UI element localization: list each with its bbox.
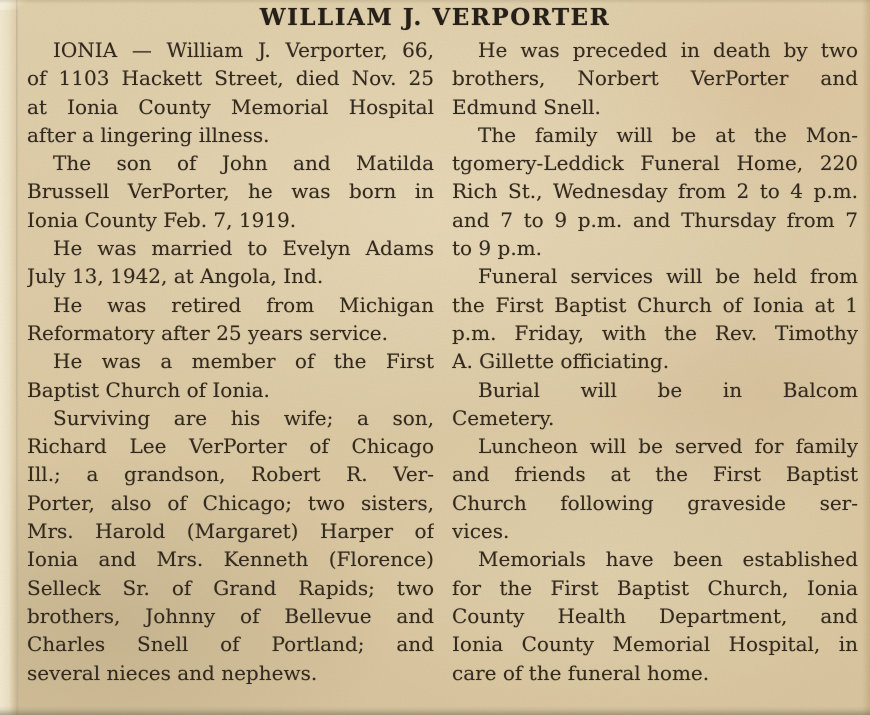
paragraph bbox=[452, 121, 858, 262]
text-line: Cemetery. bbox=[452, 405, 555, 430]
text-line: IONIA — William J. Verporter, 66, bbox=[53, 38, 434, 62]
text-line: Reformatory after 25 years service. bbox=[27, 320, 388, 345]
text-line: of 1103 Hackett Street, died Nov. 25 bbox=[27, 66, 434, 91]
text-line: Ionia County Feb. 7, 1919. bbox=[27, 207, 297, 232]
paper-left-crease bbox=[16, 0, 19, 715]
paragraph bbox=[452, 432, 858, 545]
paragraph bbox=[27, 234, 434, 291]
paper-bottom-edge bbox=[0, 706, 870, 715]
paragraph bbox=[452, 36, 858, 121]
text-line: Ill.; a grandson, Robert R. Ver- bbox=[27, 462, 434, 487]
text-line: A. Gillette officiating. bbox=[452, 349, 670, 374]
text-line: Rich St., Wednesday from 2 to 4 p.m. bbox=[452, 179, 858, 204]
text-line: Surviving are his wife; a son, bbox=[53, 405, 434, 430]
text-line: Porter, also of Chicago; two sisters, bbox=[27, 490, 434, 515]
obituary-headline: WILLIAM J. VERPORTER bbox=[259, 4, 611, 31]
text-line: July 13, 1942, at Angola, Ind. bbox=[27, 264, 324, 289]
text-line: tgomery-Leddick Funeral Home, 220 bbox=[452, 151, 858, 176]
text-line: Edmund Snell. bbox=[452, 94, 601, 119]
paper-right-edge bbox=[862, 0, 870, 715]
text-line: brothers, Johnny of Bellevue and bbox=[27, 603, 434, 628]
text-line: Burial will be in Balcom bbox=[478, 377, 858, 402]
text-line: several nieces and nephews. bbox=[27, 660, 318, 685]
text-line: Memorials have been established bbox=[478, 547, 858, 572]
text-line: to 9 p.m. bbox=[452, 236, 542, 261]
text-line: The family will be at the Mon- bbox=[478, 122, 858, 147]
text-line: The son of John and Matilda bbox=[53, 151, 434, 176]
text-line: and 7 to 9 p.m. and Thursday from 7 bbox=[452, 207, 858, 232]
text-line: Richard Lee VerPorter of Chicago bbox=[27, 434, 434, 459]
text-line: brothers, Norbert VerPorter and bbox=[452, 66, 858, 91]
text-line: Brussell VerPorter, he was born in bbox=[27, 179, 434, 204]
text-line: He was preceded in death by two bbox=[478, 38, 858, 62]
text-line: at Ionia County Memorial Hospital bbox=[27, 94, 434, 119]
paragraph bbox=[27, 291, 434, 348]
obituary-column-right bbox=[452, 36, 858, 687]
text-line: the First Baptist Church of Ionia at 1 bbox=[452, 292, 858, 317]
text-line: Ionia County Memorial Hospital, in bbox=[452, 632, 858, 657]
paragraph bbox=[452, 376, 858, 433]
text-line: Ionia and Mrs. Kenneth (Florence) bbox=[27, 547, 434, 572]
paragraph bbox=[27, 36, 434, 149]
text-line: Funeral services will be held from bbox=[478, 264, 858, 289]
text-line: Mrs. Harold (Margaret) Harper of bbox=[27, 519, 434, 544]
text-line: He was married to Evelyn Adams bbox=[53, 236, 434, 261]
paragraph bbox=[27, 149, 434, 234]
obituary-column-left bbox=[27, 36, 434, 687]
paper-left-edge bbox=[0, 0, 17, 715]
paragraph bbox=[452, 262, 858, 375]
text-line: He was retired from Michigan bbox=[53, 292, 434, 317]
text-line: Baptist Church of Ionia. bbox=[27, 377, 270, 402]
text-line: Charles Snell of Portland; and bbox=[27, 632, 434, 657]
text-line: care of the funeral home. bbox=[452, 660, 710, 685]
paragraph bbox=[27, 404, 434, 687]
text-line: Luncheon will be served for family bbox=[478, 434, 858, 459]
text-line: p.m. Friday, with the Rev. Timothy bbox=[452, 320, 858, 345]
text-line: He was a member of the First bbox=[53, 349, 434, 374]
paragraph bbox=[452, 545, 858, 686]
text-line: and friends at the First Baptist bbox=[452, 462, 858, 487]
text-line: after a lingering illness. bbox=[27, 122, 270, 147]
paragraph bbox=[27, 347, 434, 404]
text-line: Selleck Sr. of Grand Rapids; two bbox=[27, 575, 434, 600]
text-line: vices. bbox=[452, 519, 510, 544]
text-line: County Health Department, and bbox=[452, 603, 858, 628]
text-line: Church following graveside ser- bbox=[452, 490, 858, 515]
text-line: for the First Baptist Church, Ionia bbox=[452, 575, 858, 600]
